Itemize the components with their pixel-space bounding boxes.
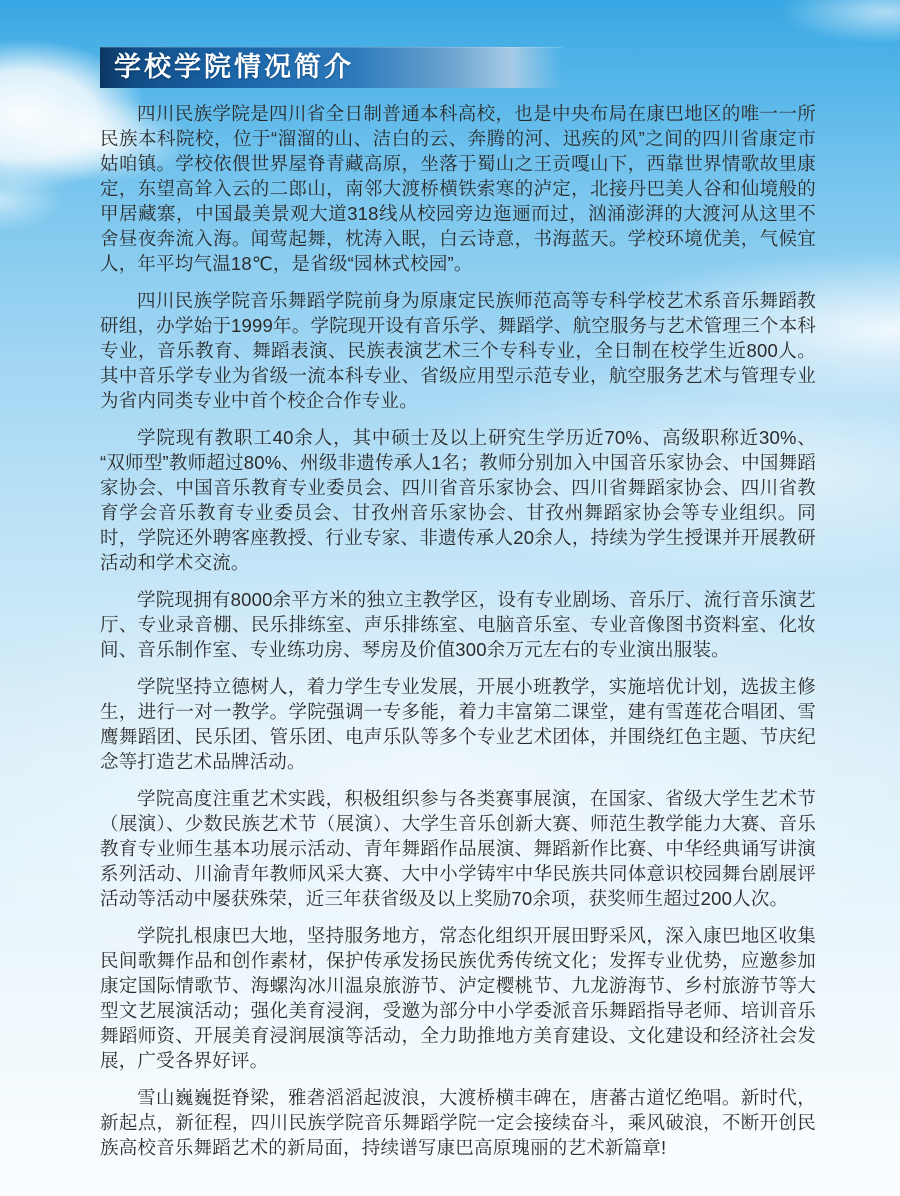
paragraph-school-intro: 四川民族学院是四川省全日制普通本科高校，也是中央布局在康巴地区的唯一一所民族本科院校，位于“溜溜的山、洁白的云、奔腾的河、迅疾的风”之间的四川省康定市姑咱镇。学校依偎世界屋脊青藏高原，坐落于蜀山之王贡嘎山下，西靠世界情歌故里康定，东望高耸入云的二郎山，南邻大渡桥横铁索寒的泸定，北接丹巴美人谷和仙境般的甲居藏寨，中国最美景观大道318线从校园旁边迤逦而过，汹涌澎湃的大渡河从这里不舍昼夜奔流入海。闻莺起舞，枕涛入眠，白云诗意，书海蓝天。学校环境优美，气候宜人，年平均气温18℃，是省级“园林式校园”。 [100,103,816,274]
article-body [100,101,816,1172]
paragraph-facilities: 学院现拥有8000余平方米的独立主教学区，设有专业剧场、音乐厅、流行音乐演艺厅、专业录音棚、民乐排练室、声乐排练室、电脑音乐室、专业音像图书资料室、化妆间、音乐制作室、专业练功房、琴房及价值300余万元左右的专业演出服装。 [100,589,816,660]
paragraph-closing: 雪山巍巍挺脊梁，雅砻滔滔起波浪，大渡桥横丰碑在，唐蕃古道忆绝唱。新时代，新起点，新征程，四川民族学院音乐舞蹈学院一定会接续奋斗，乘风破浪，不断开创民族高校音乐舞蹈艺术的新局面，持续谱写康巴高原瑰丽的艺术新篇章! [100,1087,816,1158]
paragraph-teaching: 学院坚持立德树人，着力学生专业发展，开展小班教学，实施培优计划，选拔主修生，进行一对一教学。学院强调一专多能，着力丰富第二课堂，建有雪莲花合唱团、雪鹰舞蹈团、民乐团、管乐团、电声乐队等多个专业艺术团体，并围绕红色主题、节庆纪念等打造艺术品牌活动。 [100,676,816,772]
section-title: 学校学院情况简介 [114,52,354,82]
paragraph-local-service: 学院扎根康巴大地，坚持服务地方，常态化组织开展田野采风，深入康巴地区收集民间歌舞作品和创作素材，保护传承发扬民族优秀传统文化；发挥专业优势，应邀参加康定国际情歌节、海螺沟冰川温泉旅游节、泸定樱桃节、九龙游海节、乡村旅游节等大型文艺展演活动；强化美育浸润，受邀为部分中小学委派音乐舞蹈指导老师、培训音乐舞蹈师资、开展美育浸润展演等活动，全力助推地方美育建设、文化建设和经济社会发展，广受各界好评。 [100,925,816,1071]
paragraph-faculty: 学院现有教职工40余人，其中硕士及以上研究生学历近70%、高级职称近30%、“双师型”教师超过80%、州级非遗传承人1名；教师分别加入中国音乐家协会、中国舞蹈家协会、中国音乐教育专业委员会、四川省音乐家协会、四川省舞蹈家协会、四川省教育学会音乐教育专业委员会、甘孜州音乐家协会、甘孜州舞蹈家协会等专业组织。同时，学院还外聘客座教授、行业专家、非遗传承人20余人，持续为学生授课并开展教研活动和学术交流。 [100,427,816,573]
paragraph-college-history: 四川民族学院音乐舞蹈学院前身为原康定民族师范高等专科学校艺术系音乐舞蹈教研组，办学始于1999年。学院现开设有音乐学、舞蹈学、航空服务与艺术管理三个本科专业，音乐教育、舞蹈表演、民族表演艺术三个专科专业，全日制在校学生近800人。其中音乐学专业为省级一流本科专业、省级应用型示范专业，航空服务艺术与管理专业为省内同类专业中首个校企合作专业。 [100,290,816,411]
paragraph-awards: 学院高度注重艺术实践，积极组织参与各类赛事展演，在国家、省级大学生艺术节（展演）、少数民族艺术节（展演）、大学生音乐创新大赛、师范生教学能力大赛、音乐教育专业师生基本功展示活动、青年舞蹈作品展演、舞蹈新作比赛、中华经典诵写讲演系列活动、川渝青年教师风采大赛、大中小学铸牢中华民族共同体意识校园舞台剧展评活动等活动中屡获殊荣，近三年获省级及以上奖励70余项，获奖师生超过200人次。 [100,788,816,909]
section-title-banner [100,47,562,88]
